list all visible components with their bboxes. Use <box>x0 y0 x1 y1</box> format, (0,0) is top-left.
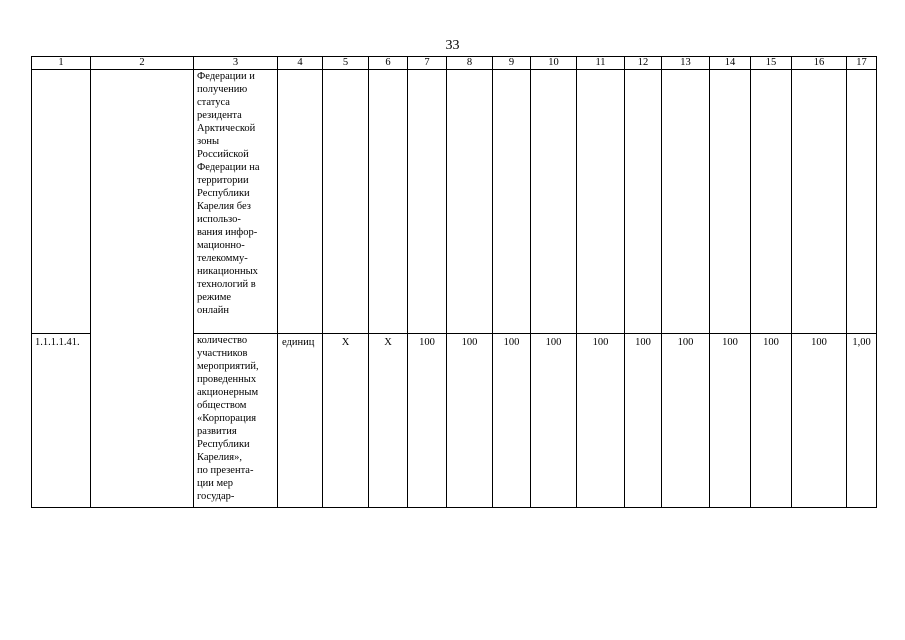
cell-value: 100 <box>751 334 792 508</box>
table-row <box>32 70 877 334</box>
cell-value <box>710 70 751 334</box>
cell-value <box>447 70 493 334</box>
cell-value <box>531 70 577 334</box>
cell-value: 100 <box>792 334 847 508</box>
cell-value <box>751 70 792 334</box>
cell-value <box>323 70 369 334</box>
cell-value: 100 <box>662 334 710 508</box>
cell-indicator-name: количество участников мероприятий, проведенных акционерным обществом «Корпорация развития Республики Карелия», по презента- ции мер государ- <box>194 334 278 508</box>
column-number-row <box>32 57 877 70</box>
cell-value: 100 <box>625 334 662 508</box>
cell-code <box>32 70 91 334</box>
cell-value: 100 <box>408 334 447 508</box>
column-number: 11 <box>577 57 625 70</box>
cell-value <box>369 70 408 334</box>
column-number: 15 <box>751 57 792 70</box>
cell-value <box>493 70 531 334</box>
cell-value <box>662 70 710 334</box>
column-number: 12 <box>625 57 662 70</box>
cell-value: 100 <box>447 334 493 508</box>
cell-value: 100 <box>531 334 577 508</box>
column-number: 13 <box>662 57 710 70</box>
cell-value: 100 <box>493 334 531 508</box>
column-number: 4 <box>278 57 323 70</box>
cell-value <box>577 70 625 334</box>
cell-program-name <box>91 70 194 508</box>
cell-indicator-name: Федерации и получению статуса резидента Арктической зоны Российской Федерации на территории Республики Карелия без использо- вания инфор- мационно- телекомму- никационных технологий в режиме онлайн <box>194 70 278 334</box>
column-number: 17 <box>847 57 877 70</box>
cell-code: 1.1.1.1.41. <box>32 334 91 508</box>
column-number: 1 <box>32 57 91 70</box>
column-number: 7 <box>408 57 447 70</box>
column-number: 6 <box>369 57 408 70</box>
cell-value: 100 <box>577 334 625 508</box>
column-number: 14 <box>710 57 751 70</box>
cell-value: 100 <box>710 334 751 508</box>
cell-value <box>847 70 877 334</box>
cell-value: 1,00 <box>847 334 877 508</box>
cell-value <box>408 70 447 334</box>
column-number: 5 <box>323 57 369 70</box>
column-number: 16 <box>792 57 847 70</box>
indicators-table <box>31 56 877 508</box>
cell-unit: единиц <box>278 334 323 508</box>
page-number: 33 <box>445 38 460 53</box>
cell-value <box>625 70 662 334</box>
cell-unit <box>278 70 323 334</box>
cell-value: X <box>369 334 408 508</box>
column-number: 9 <box>493 57 531 70</box>
cell-value: X <box>323 334 369 508</box>
column-number: 3 <box>194 57 278 70</box>
column-number: 2 <box>91 57 194 70</box>
cell-value <box>792 70 847 334</box>
column-number: 10 <box>531 57 577 70</box>
column-number: 8 <box>447 57 493 70</box>
